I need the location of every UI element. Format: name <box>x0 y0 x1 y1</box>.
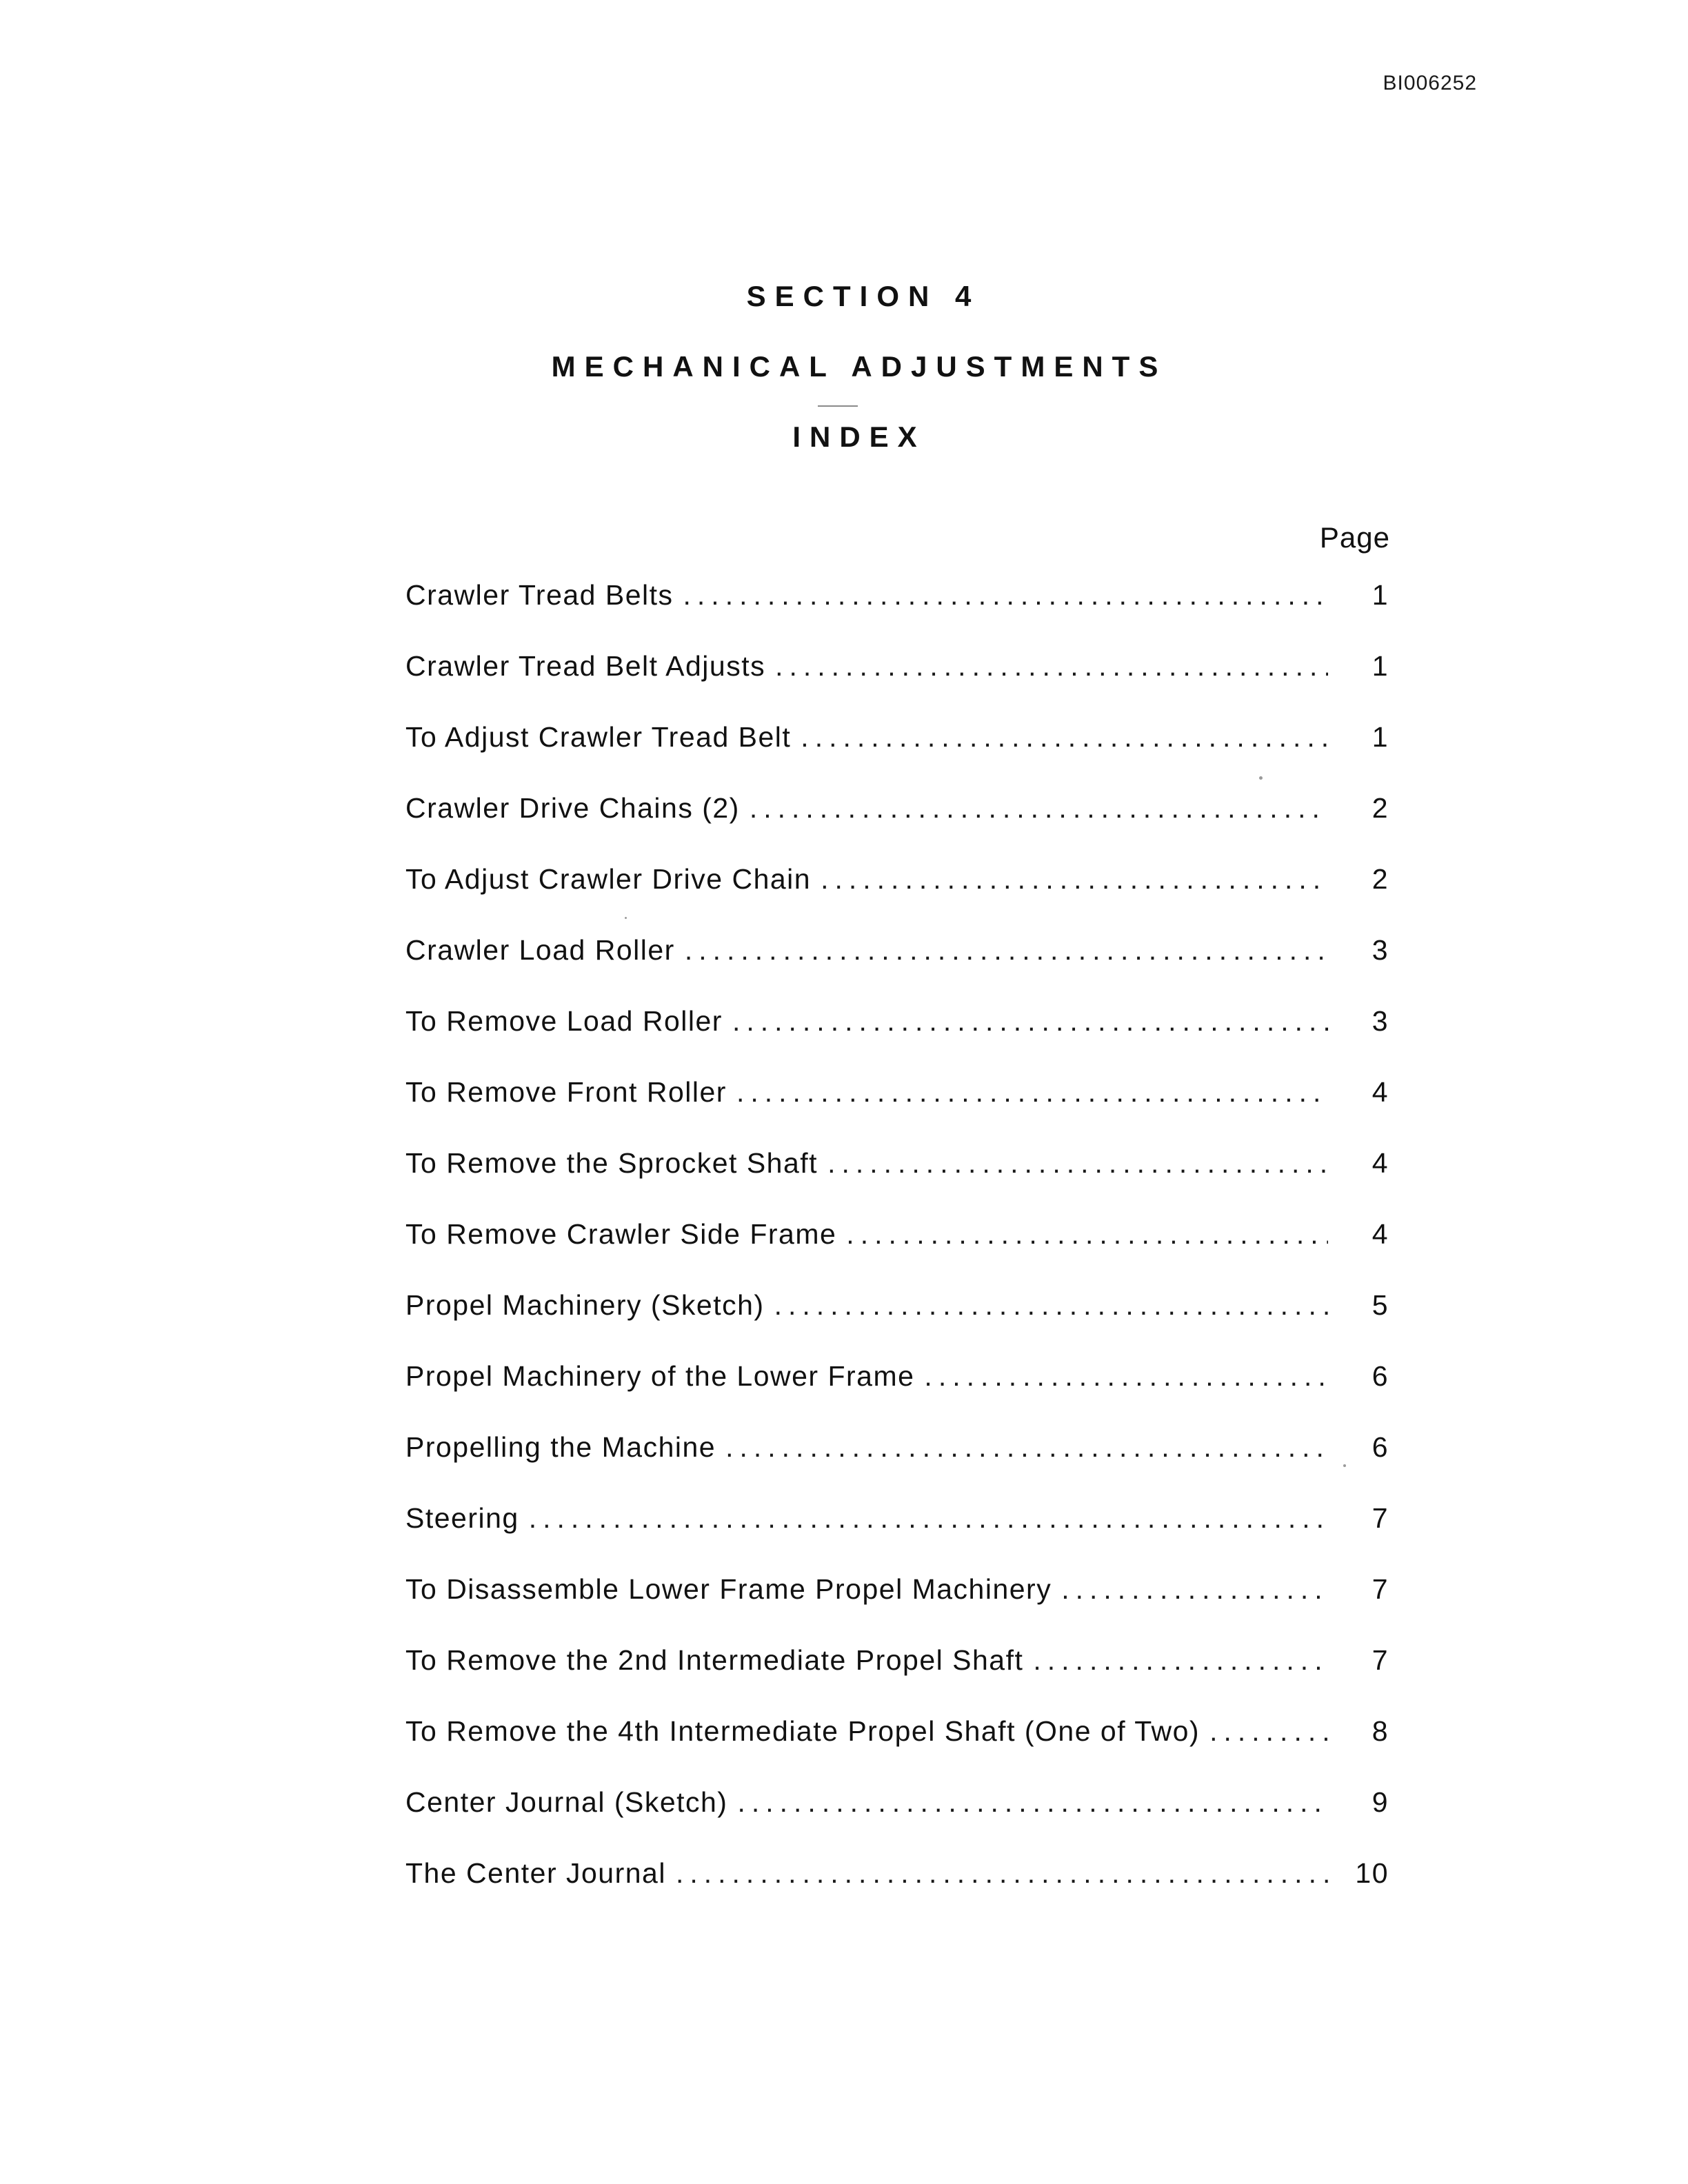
dot-leader <box>827 1147 1328 1180</box>
toc-entry <box>405 792 1389 863</box>
toc-entry <box>405 1857 1389 1928</box>
section-title: MECHANICAL ADJUSTMENTS <box>551 350 1167 383</box>
toc-entry <box>405 1715 1389 1786</box>
toc-entry-page: 10 <box>1355 1857 1389 1889</box>
toc-entry <box>405 1147 1389 1218</box>
toc-entry-title: Crawler Tread Belts <box>405 579 674 611</box>
toc-entry-title: The Center Journal <box>405 1857 666 1889</box>
toc-entry <box>405 1573 1389 1644</box>
toc-entry-page: 5 <box>1372 1289 1389 1321</box>
dot-leader <box>737 1786 1328 1819</box>
dot-leader <box>725 1431 1328 1464</box>
toc-entry <box>405 1786 1389 1857</box>
dot-leader <box>1209 1715 1328 1748</box>
dot-leader <box>801 721 1328 754</box>
toc-entry-title: To Remove Front Roller <box>405 1076 727 1108</box>
toc-entry-page: 2 <box>1372 863 1389 895</box>
dot-leader <box>732 1005 1328 1038</box>
toc-entry-page: 4 <box>1372 1147 1389 1179</box>
index-heading: INDEX <box>792 421 926 453</box>
dot-leader <box>1033 1644 1328 1677</box>
toc-entry-title: Propel Machinery of the Lower Frame <box>405 1360 915 1392</box>
toc-entry-page: 6 <box>1372 1360 1389 1392</box>
toc-entry-page: 2 <box>1372 792 1389 824</box>
scan-speck <box>1343 1464 1346 1467</box>
toc-entry-page: 1 <box>1372 721 1389 753</box>
scan-speck <box>1259 776 1263 780</box>
toc-entry-page: 7 <box>1372 1644 1389 1676</box>
toc-entry-page: 4 <box>1372 1218 1389 1250</box>
scan-mark <box>818 405 858 407</box>
toc-entry-page: 3 <box>1372 1005 1389 1037</box>
toc-entry <box>405 1644 1389 1715</box>
toc-entry-title: To Remove Load Roller <box>405 1005 723 1037</box>
toc-entry-title: Crawler Drive Chains (2) <box>405 792 740 824</box>
toc-entry-title: To Adjust Crawler Tread Belt <box>405 721 792 753</box>
page-column-label: Page <box>1319 521 1390 554</box>
toc-entry-page: 9 <box>1372 1786 1389 1818</box>
section-heading: SECTION 4 <box>746 280 981 312</box>
table-of-contents <box>405 579 1389 1928</box>
toc-entry-title: To Disassemble Lower Frame Propel Machinery <box>405 1573 1052 1605</box>
toc-entry-title: Propelling the Machine <box>405 1431 716 1463</box>
toc-entry-title: To Adjust Crawler Drive Chain <box>405 863 812 895</box>
toc-entry <box>405 721 1389 792</box>
toc-entry-page: 1 <box>1372 650 1389 682</box>
dot-leader <box>676 1857 1328 1890</box>
toc-entry-title: To Remove the 2nd Intermediate Propel Shaft <box>405 1644 1024 1676</box>
dot-leader <box>685 934 1328 967</box>
toc-entry-page: 6 <box>1372 1431 1389 1463</box>
document-id: BI006252 <box>1383 72 1477 94</box>
toc-entry-title: Propel Machinery (Sketch) <box>405 1289 765 1321</box>
dot-leader <box>924 1360 1328 1393</box>
dot-leader <box>775 650 1328 682</box>
toc-entry-title: Crawler Tread Belt Adjusts <box>405 650 766 682</box>
dot-leader <box>821 863 1328 896</box>
toc-entry-title: Crawler Load Roller <box>405 934 675 966</box>
toc-entry-page: 4 <box>1372 1076 1389 1108</box>
toc-entry <box>405 1289 1389 1360</box>
dot-leader <box>683 579 1328 611</box>
scan-speck <box>625 917 627 919</box>
toc-entry <box>405 1076 1389 1147</box>
toc-entry <box>405 1005 1389 1076</box>
dot-leader <box>736 1076 1328 1109</box>
dot-leader <box>529 1502 1328 1535</box>
toc-entry-title: Center Journal (Sketch) <box>405 1786 728 1818</box>
toc-entry-page: 1 <box>1372 579 1389 611</box>
toc-entry <box>405 1502 1389 1573</box>
toc-entry-title: To Remove Crawler Side Frame <box>405 1218 837 1250</box>
toc-entry <box>405 934 1389 1005</box>
toc-entry <box>405 579 1389 650</box>
dot-leader <box>846 1218 1328 1251</box>
toc-entry-page: 7 <box>1372 1502 1389 1534</box>
toc-entry-page: 7 <box>1372 1573 1389 1605</box>
toc-entry-title: To Remove the 4th Intermediate Propel Shaft (One of Two) <box>405 1715 1200 1747</box>
dot-leader <box>1061 1573 1328 1606</box>
toc-entry-title: Steering <box>405 1502 519 1534</box>
toc-entry <box>405 650 1389 721</box>
toc-entry <box>405 1218 1389 1289</box>
toc-entry-title: To Remove the Sprocket Shaft <box>405 1147 818 1179</box>
toc-entry <box>405 863 1389 934</box>
toc-entry <box>405 1360 1389 1431</box>
toc-entry-page: 8 <box>1372 1715 1389 1747</box>
toc-entry-page: 3 <box>1372 934 1389 966</box>
toc-entry <box>405 1431 1389 1502</box>
dot-leader <box>774 1289 1328 1322</box>
dot-leader <box>750 792 1328 825</box>
